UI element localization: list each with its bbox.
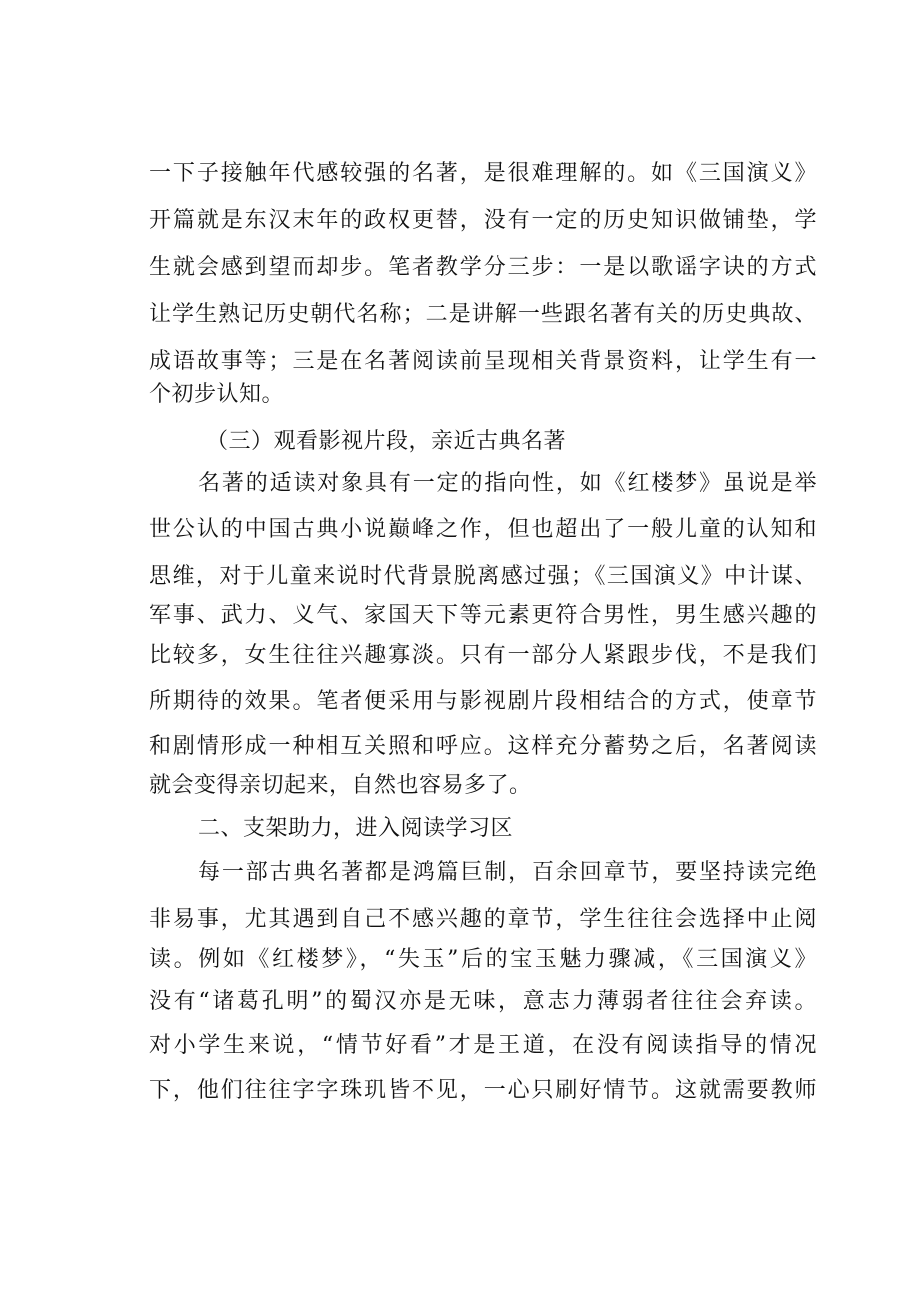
paragraph-1-line-3: 生就会感到望而却步。笔者教学分三步：一是以歌谣字诀的方式 (149, 255, 817, 280)
paragraph-3-line-6: 下，他们往往字字珠玑皆不见，一心只刷好情节。这就需要教师 (149, 1078, 817, 1103)
section-heading: 二、支架助力，进入阅读学习区 (198, 816, 514, 841)
paragraph-3-line-1: 每一部古典名著都是鸿篇巨制，百余回章节，要坚持读完绝 (198, 860, 817, 885)
paragraph-2-line-4: 军事、武力、义气、家国天下等元素更符合男性，男生感兴趣的 (149, 603, 817, 628)
paragraph-2-line-7: 和剧情形成一种相互关照和呼应。这样充分蓄势之后，名著阅读 (149, 734, 817, 759)
paragraph-2-line-1: 名著的适读对象具有一定的指向性，如《红楼梦》虽说是举 (198, 471, 817, 496)
paragraph-3-line-3: 读。例如《红楼梦》，“失玉”后的宝玉魅力骤减，《三国演义》 (149, 947, 817, 972)
section-subheading: （三）观看影视片段，亲近古典名著 (206, 429, 567, 454)
paragraph-1-line-2: 开篇就是东汉末年的政权更替，没有一定的历史知识做铺垫，学 (149, 208, 817, 233)
paragraph-2-line-3: 思维，对于儿童来说时代背景脱离感过强；《三国演义》中计谋、 (149, 564, 817, 589)
paragraph-1-line-6: 个初步认知。 (149, 382, 285, 407)
paragraph-1-line-4: 让学生熟记历史朝代名称；二是讲解一些跟名著有关的历史典故、 (149, 302, 817, 327)
paragraph-1-line-1: 一下子接触年代感较强的名著，是很难理解的。如《三国演义》 (149, 161, 817, 186)
paragraph-2-line-5: 比较多，女生往往兴趣寡淡。只有一部分人紧跟步伐，不是我们 (149, 643, 817, 668)
paragraph-3-line-2: 非易事，尤其遇到自己不感兴趣的章节，学生往往会选择中止阅 (149, 907, 817, 932)
paragraph-1-line-5: 成语故事等；三是在名著阅读前呈现相关背景资料，让学生有一 (149, 349, 817, 374)
paragraph-3-line-5: 对小学生来说，“情节好看”才是王道，在没有阅读指导的情况 (149, 1033, 817, 1058)
paragraph-2-line-6: 所期待的效果。笔者便采用与影视剧片段相结合的方式，使章节 (149, 689, 817, 714)
paragraph-3-line-4: 没有“诸葛孔明”的蜀汉亦是无味，意志力薄弱者往往会弃读。 (149, 989, 817, 1014)
paragraph-2-line-8: 就会变得亲切起来，自然也容易多了。 (149, 773, 532, 798)
paragraph-2-line-2: 世公认的中国古典小说巅峰之作，但也超出了一般儿童的认知和 (149, 517, 817, 542)
